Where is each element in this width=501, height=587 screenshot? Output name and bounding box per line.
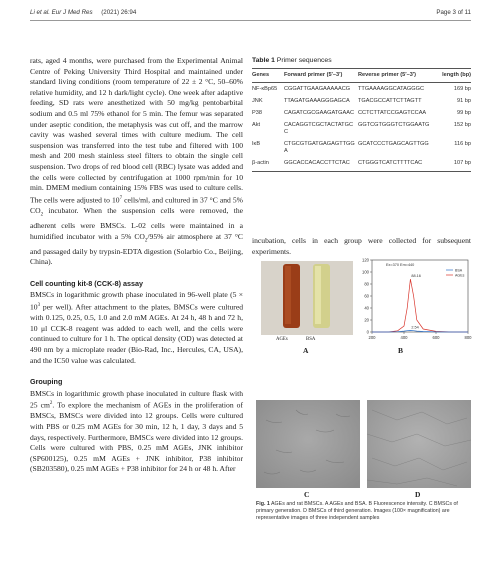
cell-gene: P38 <box>252 110 262 116</box>
x-tick-label: 800 <box>464 335 472 340</box>
y-tick-label: 40 <box>364 305 369 311</box>
cell-length: 91 bp <box>457 98 471 104</box>
cell-length: 152 bp <box>453 122 471 128</box>
panel-a-tubes-photo <box>261 261 353 335</box>
tube-label-bsa: BSA <box>306 337 316 342</box>
cell-gene: Akt <box>252 122 261 128</box>
panel-c-bmsc-primary-photo <box>256 400 360 488</box>
left-column <box>30 56 243 475</box>
paragraph-methods-animals: rats, aged 4 months, were purchased from the Experimental Animal Centre of Peking University Third Hospital and maintained under standard living conditions (room temperature of 22 ± 2 °C, 50–60% relative humidity, and 12 h dark/light cycle). One week after adaptive feeding, SD rats were anesthetized with 50 mg/kg pentobarbital sodium and 0.5 ml 75% ethanol for 5 min. The femur was separated under aseptic condition, the metaphysis was cut off, and the marrow cavity was washed several times with culture medium. The cell suspension was transferred into the test tube and filtered with 100 mesh and 200 mesh stainless steel filters to obtain the single cell suspension. Two drops of red blood cell (RBC) lysate was added and the cells were collected by centrifugation at 1000 rpm/min for 10 min. DMEM medium containing 15% FBS was used to culture cells. The cells were adjusted to $10^7$ cells/ml, and cultured in 37 °C and 5% $CO_2$ incubator. When the suspension cells were removed, the adherent cells were BMSCs. L-02 cells were maintained in a humidified incubator with a 5% $CO_2/95\%$ air atmosphere at 37 °C and passaged daily by trypsin-EDTA digestion (Solarbio Co., Beijing, China). <box>30 56 243 267</box>
cell-reverse: GCATCCCTGAGCAGTTGG <box>358 141 429 147</box>
table-row <box>252 83 471 96</box>
cell-gene: NF-κBp65 <box>252 86 278 92</box>
primer-table <box>252 68 471 172</box>
x-tick-label: 600 <box>432 335 440 340</box>
cell-length: 99 bp <box>457 110 471 116</box>
cell-reverse: GGTCGTGGGTCTGGAATG <box>358 122 430 128</box>
series-line-ages <box>372 279 468 332</box>
panel-label-d: D <box>415 490 421 499</box>
cell-reverse: TGACGCCATTCTTAGTT <box>358 98 422 104</box>
th-reverse: Reverse primer (5′–3′) <box>358 69 432 83</box>
cell-forward: CGGATTGAAGAAAAACG <box>284 86 351 92</box>
panel-label-a: A <box>303 346 309 355</box>
plot-frame <box>372 260 468 332</box>
y-tick-label: 60 <box>364 293 369 299</box>
cell-forward: GGCACCACACCTTCTAC <box>284 157 358 172</box>
x-tick-label: 400 <box>400 335 408 340</box>
cell-reverse: CCTCTTATCCGAGTCCAA <box>358 110 427 116</box>
y-tick-label: 20 <box>364 317 369 323</box>
tube-label-ages: AGEs <box>276 337 288 342</box>
cell-length: 169 bp <box>453 86 471 92</box>
th-forward: Forward primer (5′–3′) <box>284 69 358 83</box>
table-row <box>252 107 471 119</box>
table-row <box>252 138 471 157</box>
cell-length: 116 bp <box>454 141 471 147</box>
y-tick-label: 0 <box>366 329 369 335</box>
y-tick-label: 120 <box>362 257 369 263</box>
cell-forward: TTAGATGAAAGGGAGCA <box>284 98 350 104</box>
panel-label-c: C <box>304 490 310 499</box>
header-rule <box>30 20 471 21</box>
table-title: Table 1 Primer sequences <box>252 57 332 64</box>
cell-reverse: CTGGGTCATCTTTTCAC <box>358 157 432 172</box>
cell-forward: CACAGGTCGCTACTATGCC <box>284 122 353 135</box>
chart-annotation: Ex=370 Em=440 <box>386 263 415 267</box>
cell-length: 107 bp <box>432 157 471 172</box>
th-genes: Genes <box>252 69 284 83</box>
cell-forward: CTGCGTGATGAGAGTTGGA <box>284 141 355 154</box>
cell-gene: β-actin <box>252 157 284 172</box>
header-page: Page 3 of 11 <box>436 9 471 16</box>
table-row <box>252 119 471 138</box>
cell-gene: JNK <box>252 98 263 104</box>
panel-label-b: B <box>398 346 404 355</box>
header-journal: Li et al. Eur J Med Res (2021) 26:94 <box>30 9 137 16</box>
table-row <box>252 95 471 107</box>
paragraph-cck8: BMSCs in logarithmic growth phase inoculated in 96-well plate ($5 \times 10^3$ per well). After attachment to the plates, BMSCs were cultured with 0.125, 0.25, 0.5, 1.0 and 2.0 mM AGEs. At 24 h, 48 h and 72 h, 10 μl CCK-8 reagent was added to each well, and the cells were continued to culture for 1 h. The optical density (OD) was detected at 490 nm by a microplate reader (Bio-Rad, Inc., Hercules, CA, USA), and the IC50 value was calculated. <box>30 290 243 365</box>
figure-caption: Fig. 1 AGEs and rat BMSCs. A AGEs and BSA. B Fluorescence intensity. C BMSCs of primary generation. D BMSCs of third generation. Images (100× magnification) are representative images of three independent samples <box>256 501 458 521</box>
panel-b-fluorescence-chart <box>356 254 472 346</box>
cell-gene: IκB <box>252 141 261 147</box>
panel-d-bmsc-third-photo <box>367 400 471 488</box>
running-header <box>30 9 471 19</box>
th-length: length (bp) <box>432 69 471 83</box>
table-header-row <box>252 69 471 83</box>
low-data-label: 2.54 <box>411 325 419 330</box>
y-tick-label: 100 <box>362 269 369 275</box>
legend-label: AGEs <box>455 273 465 278</box>
y-tick-label: 80 <box>364 281 369 287</box>
paragraph-incubation: incubation, cells in each group were collected for subsequent experiments. <box>252 236 471 256</box>
section-heading-grouping: Grouping <box>30 377 63 387</box>
peak-data-label: 88.16 <box>411 274 421 279</box>
paragraph-grouping: BMSCs in logarithmic growth phase inoculated in culture flask with 25 $cm^2$. To explore the mechanism of AGEs in the proliferation of BMSCs, BMSCs were divided into 12 groups. Cells were cultured with PBS or 0.25 mM AGEs for 30 min, 12 h, 1 day, 3 days and 5 days, respectively. Furthermore, BMSCs were divided into 12 groups. Cells were cultured with PBS, 0.25 mM AGEs, JNK inhibitor (SP600125), 0.25 mM AGEs + JNK inhibitor, P38 inhibitor (SB203580), 0.25 mM AGEs + P38 inhibitor for 24 h or 48 h. After <box>30 388 243 474</box>
cell-reverse: TTGAAAAGGCATAGGGC <box>358 86 424 92</box>
legend-label: BSA <box>455 268 463 273</box>
cell-forward: CAGATCGCGAAGATGAAC <box>284 110 355 116</box>
table-row <box>252 157 471 172</box>
section-heading-cck8: Cell counting kit-8 (CCK-8) assay <box>30 278 144 288</box>
x-tick-label: 200 <box>368 335 376 340</box>
